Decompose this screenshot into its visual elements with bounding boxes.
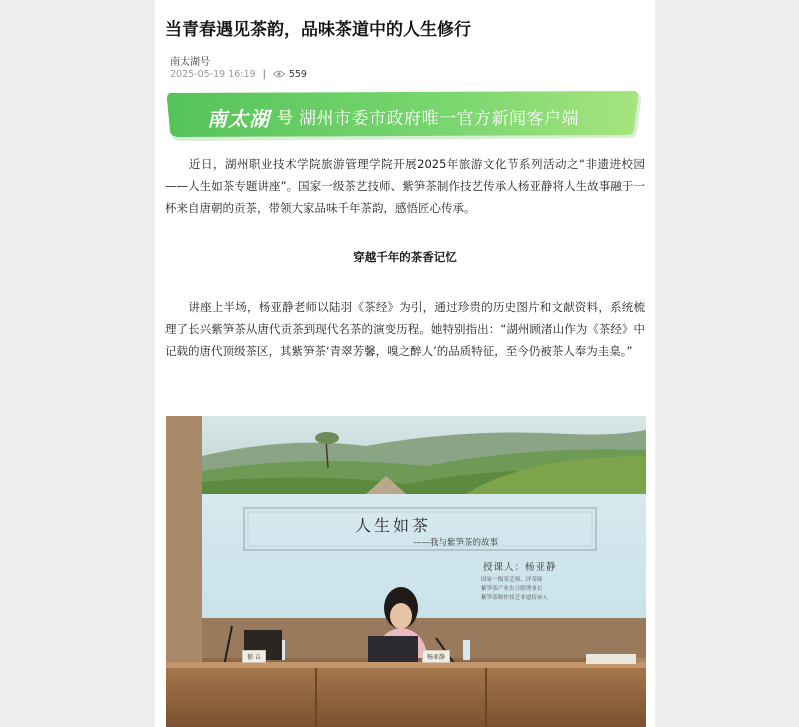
view-count: 559 [288,68,307,80]
slide-title: 人生如茶 [355,516,432,535]
slide-lecturer: 授课人：杨亚静 [483,562,557,573]
eye-icon [273,70,285,78]
photo-scene [166,416,646,727]
banner-hao-text: 号 [277,108,294,127]
slide-role-line: 紫笋茶制作技艺非遗传承人 [481,595,549,601]
banner-slogan: 湖州市委市政府唯一官方新闻客户端 [299,109,579,129]
slide-role-line: 紫笋茶产业农合联理事长 [481,586,543,592]
section-subheading: 穿越千年的茶香记忆 [353,250,457,264]
name-tent-left: 郁 吉 [242,650,266,663]
banner-logo-text: 南太湖 [207,107,270,131]
slide-subtitle: ——我与紫笋茶的故事 [413,538,499,548]
article-source[interactable]: 南太湖号 [170,57,210,68]
slide-role-line: 国家一级茶艺师、评茶师 [481,577,543,583]
article-meta [170,67,307,81]
paragraph-intro: 近日，湖州职业技术学院旅游管理学院开展2025年旅游文化节系列活动之“非遗进校园——人生如茶专题讲座”。国家一级茶艺技师、紫笋茶制作技艺传承人杨亚静将人生故事融于一杯来自唐朝的贡茶，带领大家品味千年茶韵，感悟匠心传承。 [165,157,645,215]
app-banner[interactable] [167,91,642,143]
lecture-photo [166,416,646,727]
name-tent-right: 杨亚静 [422,650,450,663]
article-page [155,0,655,727]
paragraph-history: 讲座上半场，杨亚静老师以陆羽《茶经》为引，通过珍贵的历史图片和文献资料，系统梳理了长兴紫笋茶从唐代贡茶到现代名茶的演变历程。她特别指出：“湖州顾渚山作为《茶经》中记载的唐代顶级茶区，其紫笋茶‘青翠芳馨，嗅之醉人’的品质特征，至今仍被茶人奉为圭臬。” [165,300,645,358]
meta-separator: | [262,68,266,80]
publish-date: 2025-05-19 16:19 [170,68,256,80]
article-title: 当青春遇见茶韵，品味茶道中的人生修行 [165,20,471,40]
